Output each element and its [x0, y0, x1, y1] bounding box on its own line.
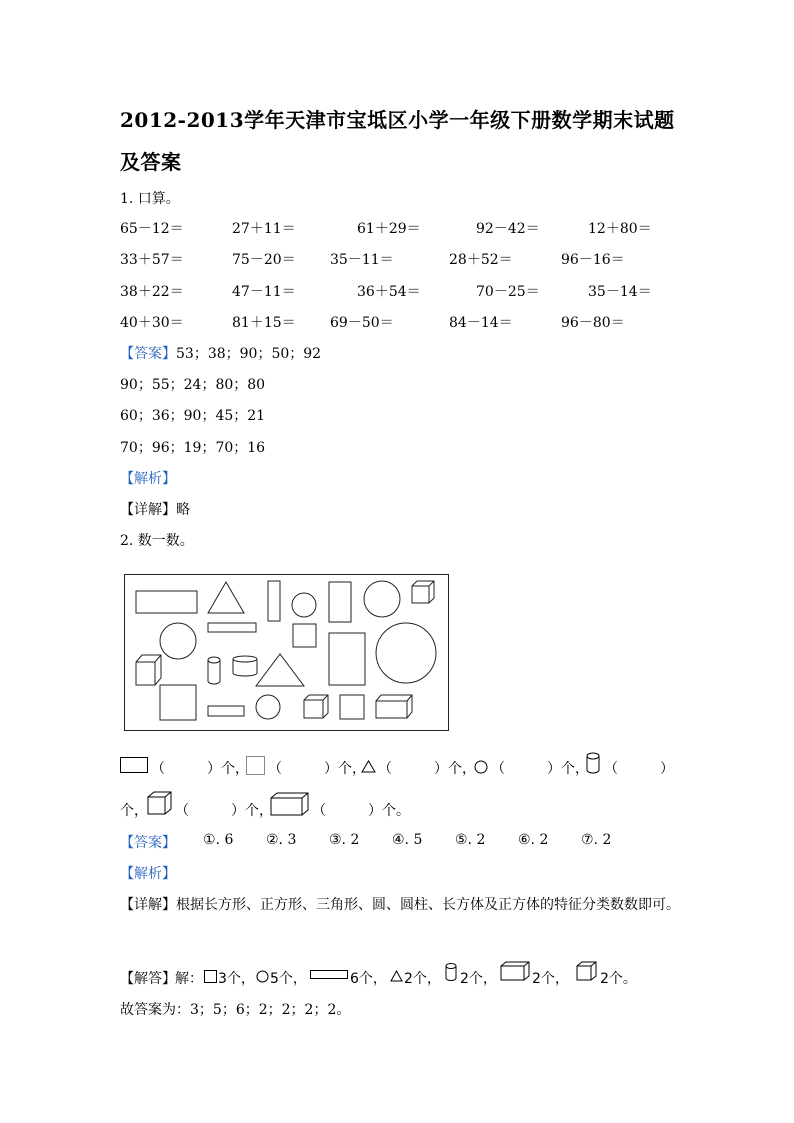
- q2-answer-item-7: ⑦. 2: [581, 832, 612, 848]
- q2-solution-triangle-count: 2个，: [404, 971, 441, 987]
- q1-answer-line1: [120, 343, 321, 363]
- page-title-line2: 及答案: [120, 150, 182, 174]
- figure-circle: [376, 623, 436, 683]
- figure-rectangle: [329, 633, 365, 685]
- q1-expr-r1-c2: 27＋11＝: [232, 221, 296, 237]
- q1-expr-r1-c4: 92－42＝: [476, 221, 540, 237]
- q2-solution-tag: 【解答】: [120, 971, 176, 987]
- fill-rectangle-count: （ ）个，: [151, 761, 249, 777]
- figure-circle: [256, 695, 280, 719]
- q1-expr-r3-c2: 47－11＝: [232, 284, 296, 300]
- square-icon: [246, 756, 265, 775]
- q1-expr-r4-c1: 40＋30＝: [120, 315, 184, 331]
- q2-analysis-tag: 【解析】: [120, 866, 176, 882]
- q1-expr-r2-c4: 28＋52＝: [449, 252, 513, 268]
- q2-answer-item-6: ⑥. 2: [518, 832, 549, 848]
- q2-answer-item-2: ②. 3: [266, 832, 297, 848]
- circle-icon: [256, 970, 269, 983]
- q2-answer-item-3: ③. 2: [329, 832, 360, 848]
- q2-detail-tag: 【详解】: [120, 897, 176, 913]
- q2-detail-text: 根据长方形、正方形、三角形、圆、圆柱、长方体及正方体的特征分类数数即可。: [176, 897, 680, 913]
- figure-rectangle: [136, 591, 197, 613]
- q1-expr-r3-c3: 36＋54＝: [357, 284, 421, 300]
- triangle-icon: [390, 970, 403, 982]
- q2-answer-item-4: ④. 5: [392, 832, 423, 848]
- figure-rectangle: [329, 582, 351, 622]
- square-icon: [204, 970, 217, 983]
- figure-rectangle: [208, 706, 244, 716]
- figure-circle: [364, 581, 400, 617]
- cuboid-icon: [500, 961, 530, 981]
- q1-detail-tag: 【详解】: [120, 502, 176, 518]
- figure-rectangle: [208, 623, 256, 632]
- q2-solution-circle-count: 5个，: [270, 971, 307, 987]
- q1-expr-r2-c5: 96－16＝: [561, 252, 625, 268]
- fill-cylinder-count: （ ）: [604, 761, 674, 777]
- cylinder-icon: [444, 962, 458, 982]
- figure-circle: [292, 593, 316, 617]
- q2-answer-item-5: ⑤. 2: [455, 832, 486, 848]
- q1-detail-text: 略: [176, 502, 190, 518]
- q2-solution-rectangle-count: 6个，: [350, 971, 387, 987]
- q2-solution-intro: 解：: [175, 971, 203, 987]
- q1-answer-row2: 90；55；24；80；80: [120, 377, 266, 393]
- rectangle-icon: [310, 970, 348, 980]
- q1-expr-r3-c1: 38＋22＝: [120, 284, 184, 300]
- q1-answer-row1: 53；38；90；50；92: [176, 346, 322, 362]
- q2-solution-cuboid-count: 2个，: [532, 971, 569, 987]
- triangle-icon: [361, 760, 376, 773]
- figure-triangle: [256, 654, 304, 686]
- figure-cylinder: [208, 657, 220, 684]
- q2-solution-cube-count: 2个。: [600, 971, 637, 987]
- q2-detail: [120, 894, 680, 914]
- figure-circle: [160, 623, 196, 659]
- shapes-figure: [124, 574, 449, 731]
- q1-answer-row4: 70；96；19；70；16: [120, 440, 266, 456]
- q1-expr-r3-c5: 35－14＝: [588, 284, 652, 300]
- q1-expr-r4-c2: 81＋15＝: [232, 315, 296, 331]
- rectangle-icon: [120, 757, 148, 773]
- figure-rectangle: [268, 581, 280, 621]
- fill-cylinder-unit: 个，: [120, 803, 148, 819]
- cube-icon: [147, 791, 173, 815]
- q1-expr-r4-c4: 84－14＝: [449, 315, 513, 331]
- q2-answer-item-1: ①. 6: [203, 832, 234, 848]
- shapes-figure-svg: [124, 574, 449, 731]
- fill-cuboid-count: （ ）个。: [312, 803, 410, 819]
- figure-cuboid: [376, 695, 412, 718]
- figure-cube: [412, 581, 434, 603]
- fill-circle-count: （ ）个，: [491, 761, 589, 777]
- fill-cube-count: （ ）个，: [175, 803, 273, 819]
- cylinder-icon: [585, 752, 601, 774]
- cuboid-icon: [270, 792, 310, 816]
- figure-cylinder: [233, 656, 257, 676]
- figure-square: [340, 695, 364, 719]
- q2-final-answer: 故答案为：3；5；6；2；2；2；2。: [120, 1002, 351, 1018]
- q1-answer-row3: 60；36；90；45；21: [120, 408, 266, 424]
- q1-analysis-tag: 【解析】: [120, 471, 176, 487]
- figure-cube: [136, 655, 161, 685]
- fill-triangle-count: （ ）个，: [378, 761, 476, 777]
- q1-expr-r2-c1: 33＋57＝: [120, 252, 184, 268]
- q1-detail: [120, 499, 190, 519]
- circle-icon: [474, 760, 488, 774]
- q1-expr-r4-c5: 96－80＝: [561, 315, 625, 331]
- q1-expr-r3-c4: 70－25＝: [476, 284, 540, 300]
- q2-solution-square-count: 3个，: [218, 971, 255, 987]
- q2-answer-tag: 【答案】: [120, 835, 176, 851]
- page-title-line1: 2012-2013学年天津市宝坻区小学一年级下册数学期末试题: [120, 108, 675, 132]
- figure-triangle: [208, 582, 244, 613]
- q1-expr-r2-c3: 35－11＝: [330, 252, 394, 268]
- fill-square-count: （ ）个，: [268, 761, 366, 777]
- figure-square: [293, 624, 316, 647]
- q2-solution-cylinder-count: 2个，: [460, 971, 497, 987]
- q1-heading: 1. 口算。: [120, 191, 180, 207]
- q1-expr-r1-c3: 61＋29＝: [357, 221, 421, 237]
- q1-expr-r1-c5: 12＋80＝: [588, 221, 652, 237]
- figure-square: [160, 685, 196, 720]
- q1-expr-r1-c1: 65－12＝: [120, 221, 184, 237]
- q1-expr-r4-c3: 69－50＝: [330, 315, 394, 331]
- figure-cube: [304, 695, 328, 718]
- q2-heading: 2. 数一数。: [120, 533, 194, 549]
- cube-icon: [576, 961, 598, 981]
- q1-expr-r2-c2: 75－20＝: [232, 252, 296, 268]
- q1-answer-tag: 【答案】: [120, 346, 176, 362]
